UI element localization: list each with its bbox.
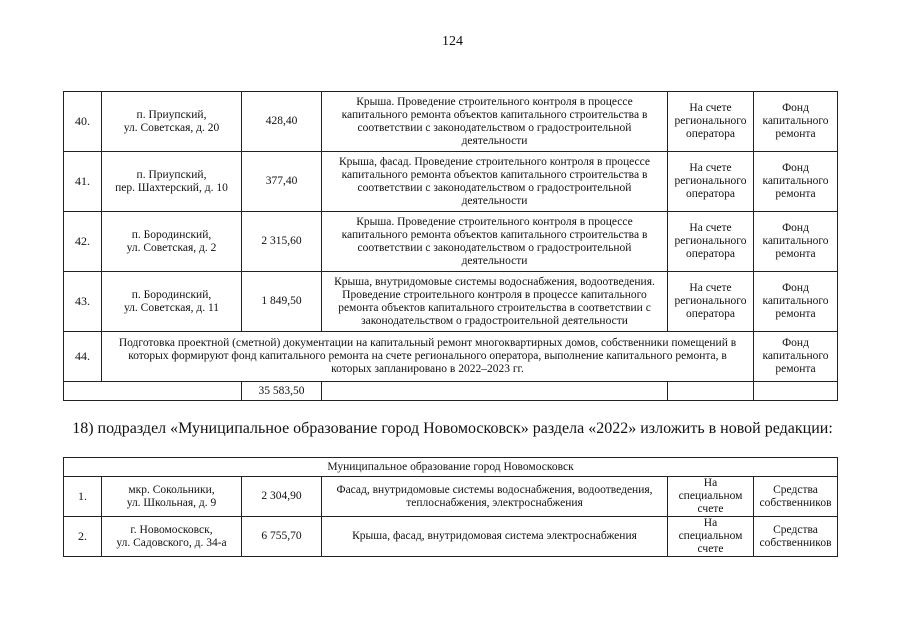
row-number: 43. [64,272,102,332]
table-row [64,152,838,212]
row-source: Фонд капитального ремонта [754,272,838,332]
row-source: Фонд капитального ремонта [754,332,838,382]
row-area: 6 755,70 [242,517,322,557]
row-number: 1. [64,477,102,517]
municipality-header: Муниципальное образование город Новомосковск [64,458,838,477]
row-source: Фонд капитального ремонта [754,92,838,152]
row-method: На специальном счете [668,517,754,557]
row-number: 41. [64,152,102,212]
table-row [64,332,838,382]
row-area: 1 849,50 [242,272,322,332]
row-works: Крыша, фасад, внутридомовая система электроснабжения [322,517,668,557]
table-row [64,477,838,517]
row-area: 377,40 [242,152,322,212]
row-works: Крыша, фасад. Проведение строительного контроля в процессе капитального ремонта объектов капитального строительства в соответствии с законодательством о градостроительной деятельности [322,152,668,212]
row-area: 2 315,60 [242,212,322,272]
row-method: На счете регионального оператора [668,212,754,272]
table-row [64,212,838,272]
row-works: Крыша. Проведение строительного контроля в процессе капитального ремонта объектов капитального строительства в соответствии с законодательством о градостроительной деятельности [322,212,668,272]
novomoskovsk-table [63,457,838,557]
section-caption: 18) подраздел «Муниципальное образование город Новомосковск» раздела «2022» изложить в новой редакции: [72,420,833,437]
total-area: 35 583,50 [242,382,322,401]
row-works-merged: Подготовка проектной (сметной) документации на капитальный ремонт многоквартирных домов, собственники помещений в которых формируют фонд капитального ремонта на счете регионального оператора, выполнение капитального ремонта, в которых запланировано в 2022–2023 гг. [102,332,754,382]
page-number: 124 [442,34,463,49]
empty-cell [322,382,668,401]
row-method: На специальном счете [668,477,754,517]
row-works: Крыша. Проведение строительного контроля в процессе капитального ремонта объектов капитального строительства в соответствии с законодательством о градостроительной деятельности [322,92,668,152]
empty-cell [754,382,838,401]
row-number: 42. [64,212,102,272]
row-number: 44. [64,332,102,382]
total-row [64,382,838,401]
table-row [64,517,838,557]
row-area: 2 304,90 [242,477,322,517]
table-row [64,92,838,152]
row-source: Средства собственников [754,517,838,557]
row-area: 428,40 [242,92,322,152]
row-address: мкр. Сокольники, ул. Школьная, д. 9 [102,477,242,517]
row-source: Средства собственников [754,477,838,517]
row-number: 40. [64,92,102,152]
table-header-row [64,458,838,477]
row-address: г. Новомосковск, ул. Садовского, д. 34-а [102,517,242,557]
row-method: На счете регионального оператора [668,92,754,152]
row-address: п. Бородинский, ул. Советская, д. 11 [102,272,242,332]
row-source: Фонд капитального ремонта [754,212,838,272]
repair-table-continued [63,91,838,401]
row-method: На счете регионального оператора [668,152,754,212]
row-works: Фасад, внутридомовые системы водоснабжения, водоотведения, теплоснабжения, электроснабжения [322,477,668,517]
table-row [64,272,838,332]
empty-cell [668,382,754,401]
row-number: 2. [64,517,102,557]
total-label-cell [64,382,242,401]
row-method: На счете регионального оператора [668,272,754,332]
row-works: Крыша, внутридомовые системы водоснабжения, водоотведения. Проведение строительного контроля в процессе капитального ремонта объектов капитального строительства в соответствии с законодательством о градостроительной деятельности [322,272,668,332]
row-address: п. Бородинский, ул. Советская, д. 2 [102,212,242,272]
row-source: Фонд капитального ремонта [754,152,838,212]
row-address: п. Приупский, пер. Шахтерский, д. 10 [102,152,242,212]
row-address: п. Приупский, ул. Советская, д. 20 [102,92,242,152]
